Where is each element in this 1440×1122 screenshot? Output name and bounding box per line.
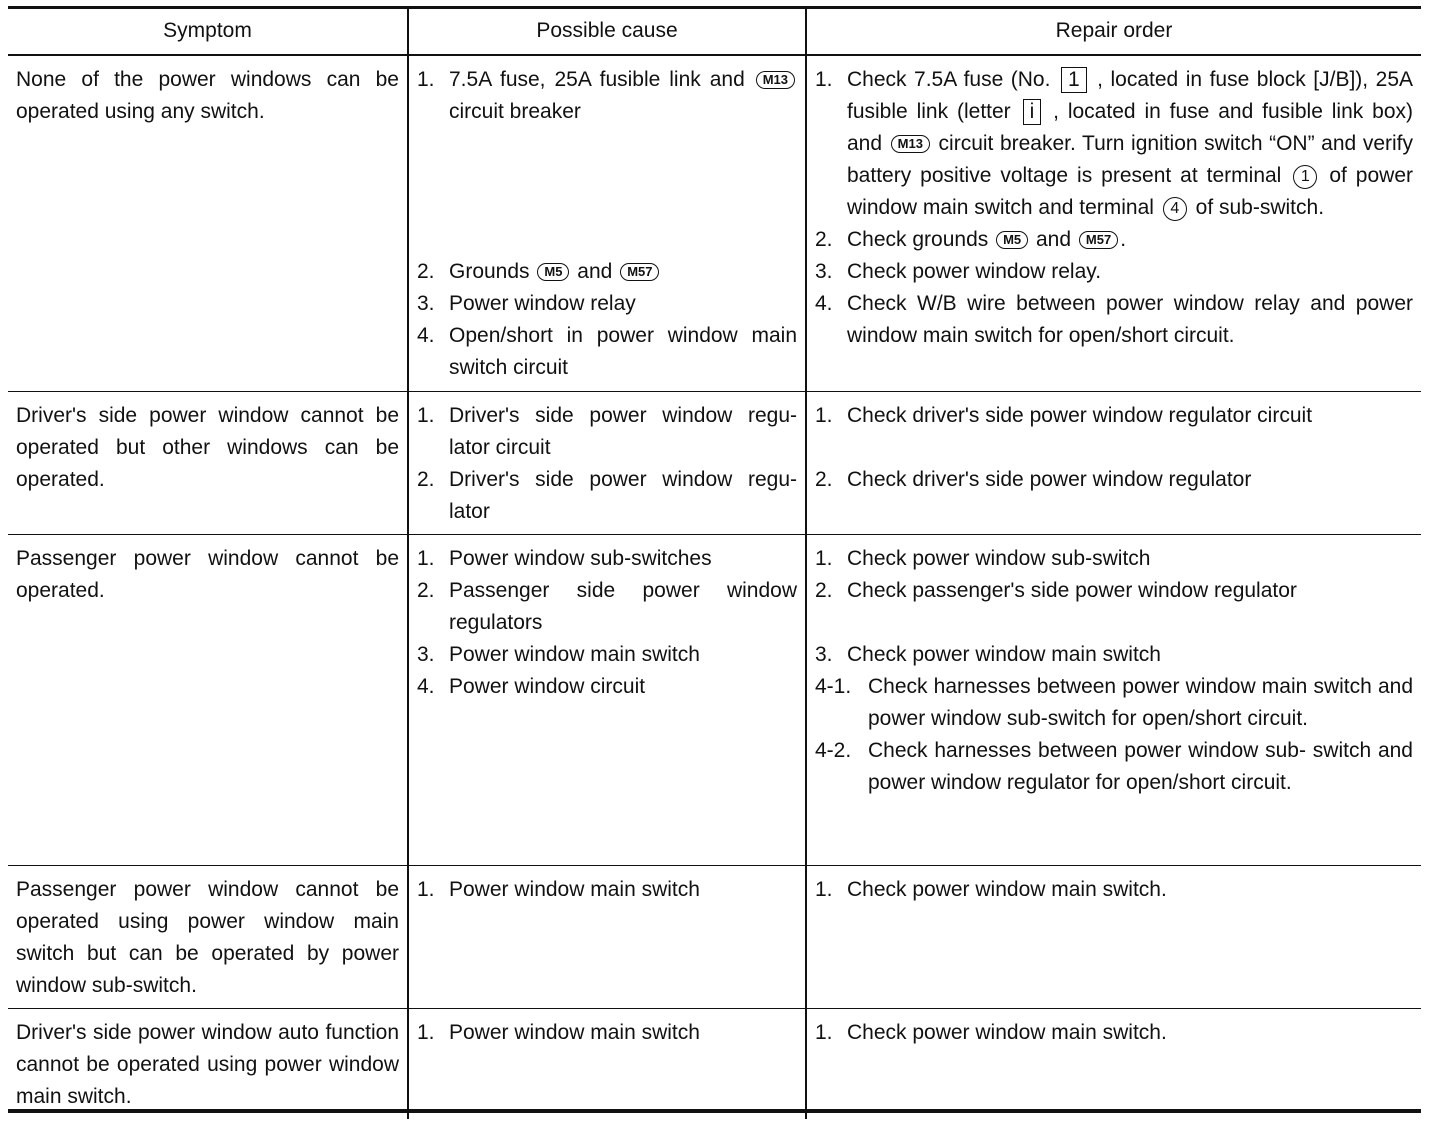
repair-item: 1. Check power window sub-switch (815, 546, 1151, 570)
table-row (8, 1008, 1421, 1119)
ground-badge: M5 (996, 231, 1028, 249)
table-row (8, 865, 1421, 1008)
repair-item: 1. Check driver's side power window regulator circuit (815, 403, 1313, 427)
cause-item: 1. Power window main switch (417, 877, 700, 901)
cause-cell (408, 391, 806, 534)
repair-item: 3. Check power window relay. (815, 260, 1102, 283)
header-symptom: Symptom (8, 8, 408, 55)
fuse-number-box: 1 (1061, 67, 1087, 93)
repair-item: 1. Check power window main switch. (815, 1020, 1167, 1044)
repair-item: 3. Check power window main switch (815, 642, 1161, 666)
cause-item: 1. Power window sub-switches (417, 546, 712, 570)
symptom-cell: Passenger power window cannot be operated. (8, 534, 408, 865)
repair-cell (806, 534, 1421, 865)
cause-item: 2. Grounds M5 and M57 (417, 256, 797, 288)
cause-item: 2. Driver's side power window regu- lator (417, 467, 797, 523)
repair-item: 4-1. Check harnesses between power window main switch and power window sub-switch for open/short circuit. (815, 674, 1413, 730)
symptom-cell: Passenger power window cannot be operated using power window main switch but can be operated by power window sub-switch. (8, 865, 408, 1008)
fusible-link-letter-box: i (1023, 99, 1042, 125)
repair-item: 4-2. Check harnesses between power window sub- switch and power window regulator for open/short circuit. (815, 738, 1413, 794)
symptom-cell: Driver's side power window cannot be operated but other windows can be operated. (8, 391, 408, 534)
symptom-cell: Driver's side power window auto function cannot be operated using power window main switch. (8, 1008, 408, 1119)
cause-item: 1. Driver's side power window regu- lator circuit (417, 403, 797, 459)
repair-item: 1. Check power window main switch. (815, 877, 1167, 901)
cause-item: 1. 7.5A fuse, 25A fusible link and M13 circuit breaker (417, 64, 797, 128)
repair-item: 4. Check W/B wire between power window relay and power window main switch for open/short circuit. (815, 292, 1413, 347)
repair-item: 1. Check 7.5A fuse (No. 1 , located in fuse block [J/B]), 25A fusible link (letter i , located in fuse and fusible link box) and M13 circuit breaker. Turn ignition switch “ON” and verify battery positive voltage is present at terminal 1 of power window main switch and terminal 4 of sub-switch. (815, 68, 1414, 219)
cause-cell (408, 1008, 806, 1119)
header-row (8, 8, 1421, 55)
cause-cell (408, 55, 806, 391)
cause-item: 3. Power window relay (417, 292, 636, 315)
repair-cell (806, 865, 1421, 1008)
table-row (8, 391, 1421, 534)
repair-item: 2. Check grounds M5 and M57 . (815, 228, 1127, 251)
repair-item: 2. Check driver's side power window regulator (815, 467, 1252, 491)
header-possible-cause: Possible cause (408, 8, 806, 55)
repair-cell (806, 55, 1421, 391)
cause-item: 4. Open/short in power window main switch circuit (417, 324, 797, 379)
table-bottom-rule (8, 1109, 1421, 1113)
symptom-cell: None of the power windows can be operated using any switch. (8, 55, 408, 391)
ground-badge: M5 (537, 263, 569, 281)
connector-badge: M13 (891, 135, 930, 153)
troubleshooting-table (8, 8, 1421, 1119)
terminal-number-circle: 1 (1293, 165, 1317, 189)
repair-item: 2. Check passenger's side power window regulator (815, 578, 1297, 602)
terminal-number-circle: 4 (1163, 197, 1187, 221)
cause-item: 2. Passenger side power window regulators (417, 578, 797, 634)
cause-item: 4. Power window circuit (417, 674, 646, 698)
ground-badge: M57 (620, 263, 659, 281)
table-row (8, 55, 1421, 391)
repair-cell (806, 1008, 1421, 1119)
table-row (8, 534, 1421, 865)
header-repair-order: Repair order (806, 8, 1421, 55)
cause-cell (408, 534, 806, 865)
ground-badge: M57 (1079, 231, 1118, 249)
cause-item: 1. Power window main switch (417, 1020, 700, 1044)
cause-item: 3. Power window main switch (417, 642, 700, 666)
connector-badge: M13 (756, 71, 795, 89)
repair-cell (806, 391, 1421, 534)
cause-cell (408, 865, 806, 1008)
